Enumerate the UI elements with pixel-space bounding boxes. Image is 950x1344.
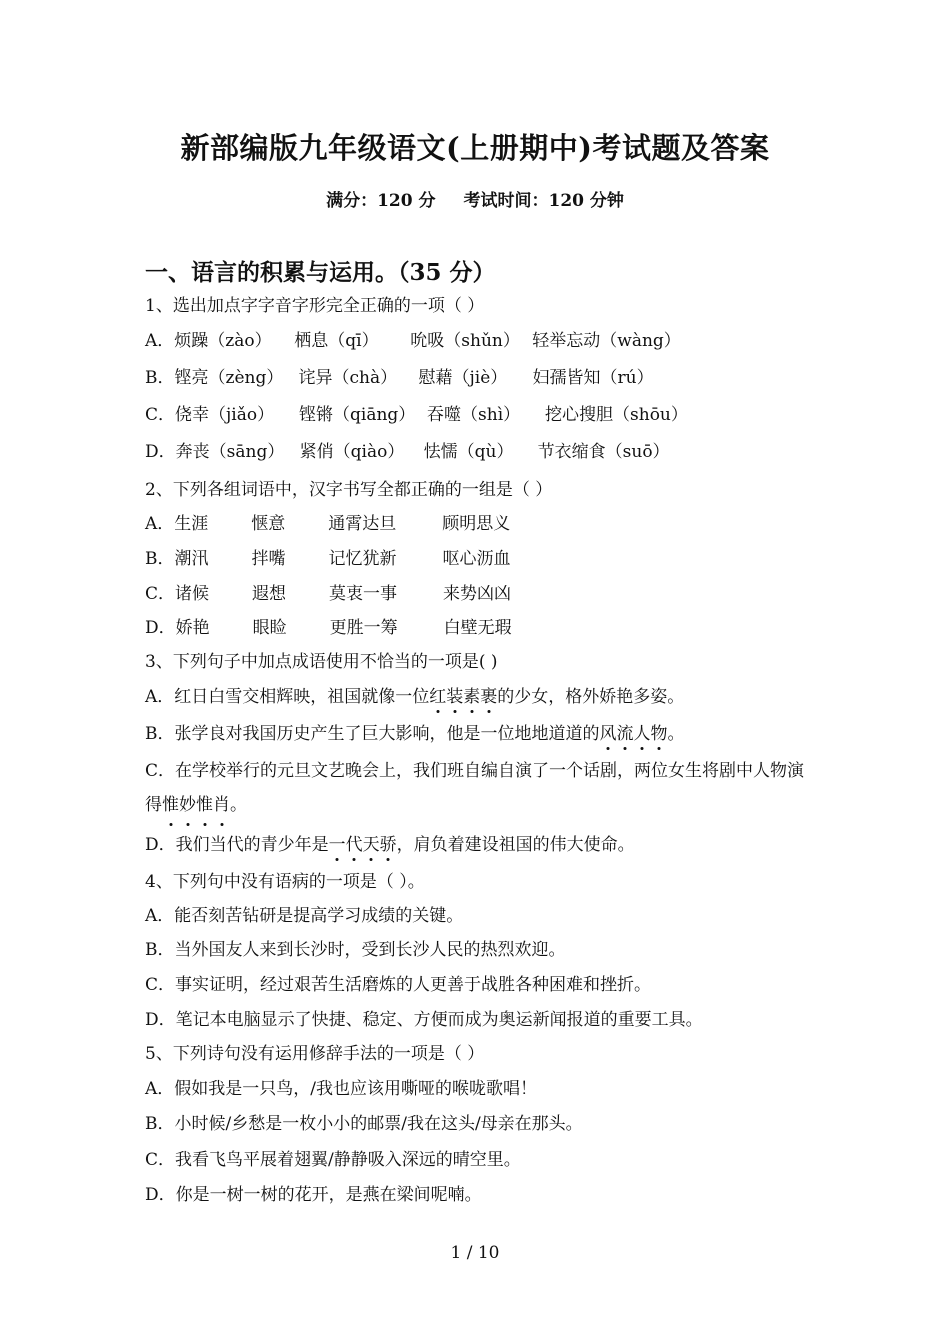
dotted-char: 裹 [480,687,498,707]
option-item: 记忆犹新 [328,549,397,569]
option-item: 呕心沥血 [442,549,511,569]
dotted-char: 装 [446,687,464,707]
option-a: A．能否刻苦钻研是提高学习成绩的关键。 [145,906,464,926]
option-c: C．事实证明，经过艰苦生活磨炼的人更善于战胜各种困难和挫折。 [145,975,652,995]
question-stem: 1、选出加点字字音字形完全正确的一项（ ） [145,296,485,316]
option-b: B．当外国友人来到长沙时，受到长沙人民的热烈欢迎。 [145,940,566,960]
option-b [145,366,810,390]
option-item: 铿亮（zèng） [174,368,284,388]
option-a [145,512,810,536]
option-text: 。 [667,724,685,744]
option-label: D． [145,442,176,462]
option-text: ，肩负着建设祖国的伟大使命。 [396,835,635,855]
option-label: C． [145,584,176,604]
option-text: 。 [230,795,247,815]
dotted-char: 红 [429,687,447,707]
option-b: B．小时候/乡愁是一枚小小的邮票/我在这头/母亲在那头。 [145,1114,583,1134]
option-label: C． [145,405,176,425]
dotted-char: 流 [616,724,634,744]
option-item: 诸候 [175,584,210,604]
section-heading: 一、语言的积累与运用。（35 分） [145,259,496,286]
option-item: 顾明思义 [442,514,511,534]
option-c [145,754,812,822]
option-d [145,440,810,464]
dotted-char: 肖 [213,788,230,822]
dotted-idiom [329,835,397,855]
option-item: 奔丧（sāng） [175,442,285,462]
option-text: D．我们当代的青少年是 [145,835,329,855]
option-item: 惬意 [251,514,286,534]
option-d: D．笔记本电脑显示了快捷、稳定、方便而成为奥运新闻报道的重要工具。 [145,1010,703,1030]
option-item: 栖息（qī） [294,331,379,351]
page-number: 1 / 10 [450,1243,500,1263]
exam-meta [0,186,950,211]
question-stem: 2、下列各组词语中，汉字书写全都正确的一组是（ ） [145,480,553,500]
option-d [145,616,810,640]
dotted-char: 素 [463,687,481,707]
option-item: 铿锵（qiāng） [299,405,416,425]
option-label: B． [145,549,175,569]
option-a: A．假如我是一只鸟，/我也应该用嘶哑的喉咙歌唱！ [145,1079,538,1099]
dotted-char: 一 [328,835,346,855]
option-item: 烦躁（zào） [174,331,272,351]
option-d [145,833,810,857]
option-item: 妇孺皆知（rú） [532,368,654,388]
option-item: 来势凶凶 [443,584,512,604]
option-item: 更胜一筹 [329,618,398,638]
option-c [145,582,810,606]
option-item: 白壁无瑕 [443,618,512,638]
question-stem: 3、下列句子中加点成语使用不恰当的一项是( ) [145,652,498,672]
option-a [145,685,810,709]
option-a [145,329,810,353]
dotted-char: 代 [345,835,363,855]
dotted-char: 骄 [379,835,397,855]
option-c [145,403,810,427]
dotted-char: 惟 [162,788,179,822]
dotted-idiom [162,795,230,815]
option-item: 节衣缩食（suō） [537,442,670,462]
option-b [145,547,810,571]
option-item: 吞噬（shì） [427,405,521,425]
option-c: C．我看飞鸟平展着翅翼/静静吸入深远的晴空里。 [145,1150,521,1170]
dotted-idiom [600,724,668,744]
page-title: 新部编版九年级语文(上册期中)考试题及答案 [180,131,770,165]
dotted-idiom [429,687,497,707]
option-item: 潮汛 [174,549,209,569]
option-label: A． [145,331,175,351]
option-text: B．张学良对我国历史产生了巨大影响，他是一位地地道道的 [145,724,600,744]
option-item: 生涯 [174,514,209,534]
option-item: 怯懦（qù） [423,442,514,462]
question-stem: 5、下列诗句没有运用修辞手法的一项是（ ） [145,1044,485,1064]
option-item: 轻举忘动（wàng） [532,331,681,351]
option-item: 诧异（chà） [298,368,398,388]
option-item: 侥幸（jiǎo） [175,405,275,425]
dotted-char: 人 [633,724,651,744]
option-text: C．在学校举行的元旦文艺晚会上，我们班自编自演了一个话剧，两位女生将剧中人物演得 [145,761,805,815]
option-item: 莫衷一事 [329,584,398,604]
option-item: 通霄达旦 [328,514,397,534]
option-label: D． [145,618,176,638]
exam-time: 考试时间：120 分钟 [463,191,624,211]
option-text: A．红日白雪交相辉映，祖国就像一位 [145,687,430,707]
option-label: B． [145,368,175,388]
question-stem: 4、下列句中没有语病的一项是（ ）。 [145,872,425,892]
option-d: D．你是一树一树的花开，是燕在梁间呢喃。 [145,1185,482,1205]
dotted-char: 风 [599,724,617,744]
option-item: 遐想 [252,584,287,604]
option-text: 的少女，格外娇艳多姿。 [497,687,685,707]
dotted-char: 物 [650,724,668,744]
option-item: 娇艳 [175,618,210,638]
option-b [145,722,810,746]
option-item: 拌嘴 [251,549,286,569]
dotted-char: 天 [362,835,380,855]
full-score: 满分：120 分 [326,191,436,211]
dotted-char: 妙 [179,788,196,822]
option-item: 挖心搜胆（shōu） [545,405,688,425]
option-item: 紧俏（qiào） [299,442,405,462]
option-item: 眼睑 [252,618,287,638]
option-label: A． [145,514,175,534]
dotted-char: 惟 [196,788,213,822]
option-item: 慰藉（jiè） [418,368,508,388]
option-item: 吮吸（shǔn） [410,331,520,351]
